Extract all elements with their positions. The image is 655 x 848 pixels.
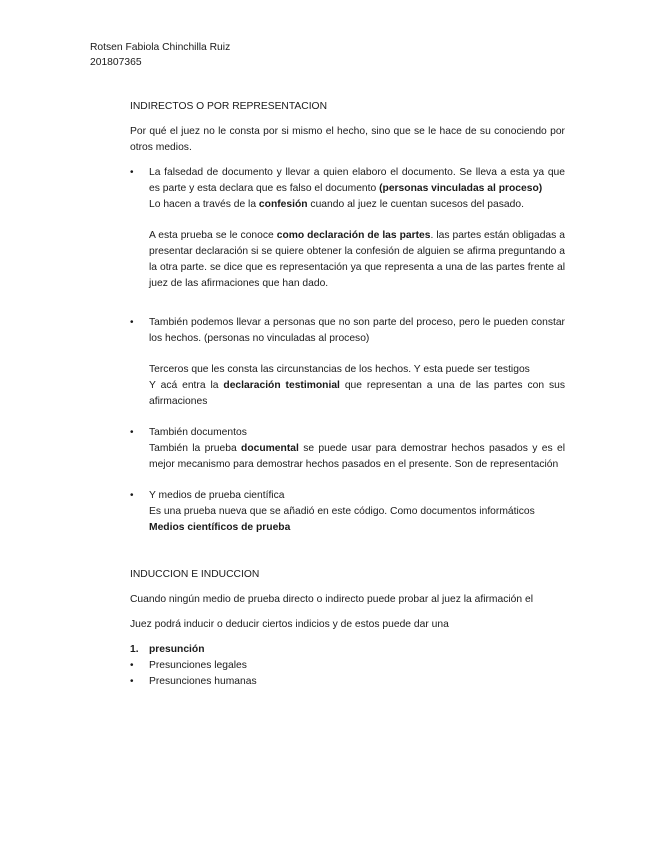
bullet-text [149,197,565,213]
bold-text: documental [241,443,299,454]
text-span: cuando al juez le cuentan sucesos del pasado. [307,199,524,210]
bullet-text: Es una prueba nueva que se añadió en este código. Como documentos informáticos [149,506,535,517]
bullet-text: Terceros que les consta las circunstancias de los hechos. Y esta puede ser testigos [149,364,530,375]
list-item-label: Presunciones humanas [149,676,257,687]
bullet-icon: • [130,676,134,687]
bullet-icon: • [130,317,134,328]
author-name: Rotsen Fabiola Chinchilla Ruiz [90,42,231,53]
text-span: A esta prueba se le conoce [149,230,277,241]
paragraph: Cuando ningún medio de prueba directo o indirecto puede probar al juez la afirmación el [130,594,533,605]
text-span: . las partes están obligadas a presentar declaración si se quiere obtener la confesión de alguien se afirma preguntando a la otra parte. se dice que es representación ya que representa a una de las partes frente al juez de las afirmaciones que han dado. [149,230,565,289]
bullet-icon: • [130,660,134,671]
text-span: La falsedad de documento y llevar a quien elaboro el documento. Se lleva a esta ya que es parte y esta declara que es falso el documento [149,167,565,194]
bullet-text [149,520,565,536]
text-span: Lo hacen a través de la [149,199,259,210]
bullet-text [149,441,565,473]
author-id: 201807365 [90,57,142,68]
bullet-icon: • [130,167,134,178]
list-item-cientifica [130,488,565,536]
bold-text: como declaración de las partes [276,230,431,241]
bold-text: Medios científicos de prueba [149,522,291,533]
bullet-text [149,228,565,292]
text-span: que representan a una de las partes con sus afirmaciones [149,380,565,407]
list-item-label: Presunciones legales [149,660,247,671]
paragraph: Juez podrá inducir o deducir ciertos indicios y de estos puede dar una [130,619,449,630]
list-item [130,674,565,690]
text-span: Y acá entra la [149,380,224,391]
bullet-text [149,378,565,410]
numbered-label: presunción [149,644,205,655]
bullet-icon: • [130,490,134,501]
author-block [90,40,390,70]
intro-paragraph: Por qué el juez no le consta por si mismo el hecho, sino que se le hace de su conociendo por otros medios. [130,126,565,153]
bullet-text: También documentos [149,427,247,438]
bullet-text [149,165,565,197]
bold-text: confesión [258,199,308,210]
list-item-falsedad [130,165,565,292]
list-item-personas [130,315,565,410]
list-number: 1. [130,644,139,655]
list-item [130,658,565,674]
section-heading-indirectos: INDIRECTOS O POR REPRESENTACION [130,101,328,112]
text-span: También la prueba [149,443,242,454]
numbered-item-presuncion [130,642,565,658]
bullet-text: También podemos llevar a personas que no son parte del proceso, pero le pueden constar los hechos. (personas no vinculadas al proceso) [149,317,565,344]
document-body [130,99,565,690]
bold-text: (personas vinculadas al proceso) [379,183,543,194]
section-heading-induccion: INDUCCION E INDUCCION [130,569,260,580]
bullet-icon: • [130,427,134,438]
text-span: se puede usar para demostrar hechos pasados y es el mejor mecanismo para demostrar hechos pasados en el presente. Son de representación [149,443,565,470]
bullet-text: Y medios de prueba científica [149,490,285,501]
bold-text: declaración testimonial [223,380,340,391]
list-item-documentos [130,425,565,473]
